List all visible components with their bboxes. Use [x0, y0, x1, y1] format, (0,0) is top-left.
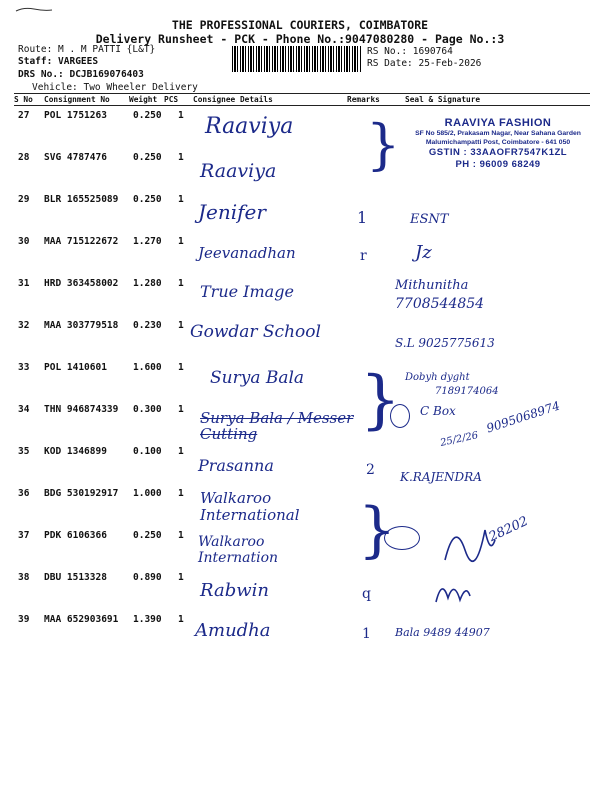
row-pcs: 1: [178, 446, 184, 457]
stamp-gstin: GSTIN : 33AAOFR7547K1ZL: [428, 147, 568, 158]
col-remarks: Remarks: [347, 95, 380, 104]
row-pcs: 1: [178, 404, 184, 415]
consignee-handwriting: Jeevanadhan: [198, 244, 296, 262]
stamp-address-2: Malumichampatti Post, Coimbatore - 641 050: [425, 139, 571, 146]
consignee-handwriting: Rabwin: [200, 580, 269, 601]
row-consignment: DBU 1513328: [44, 572, 107, 583]
company-title: THE PROFESSIONAL COURIERS, COIMBATORE: [171, 18, 429, 32]
company-stamp: [408, 117, 588, 171]
row-weight: 1.390: [133, 614, 162, 625]
row-pcs: 1: [178, 278, 184, 289]
signature: 7708544854: [395, 296, 485, 312]
divider: [14, 105, 590, 106]
vehicle: Vehicle: Two Wheeler Delivery: [32, 82, 198, 93]
row-pcs: 1: [178, 320, 184, 331]
row-pcs: 1: [178, 614, 184, 625]
courier-logo: [14, 6, 54, 14]
row-consignment: MAA 303779518: [44, 320, 119, 331]
row-weight: 1.000: [133, 488, 162, 499]
consignee-handwriting: Surya Bala / Messer Cutting: [200, 409, 354, 443]
route: Route: M . M PATTI {L&T}: [18, 44, 156, 55]
signature: Dobyh dyght: [405, 372, 470, 383]
row-sno: 35: [18, 446, 30, 457]
row-weight: 0.250: [133, 110, 162, 121]
consignee-handwriting: Amudha: [195, 620, 271, 641]
rs-date: RS Date: 25-Feb-2026: [367, 58, 482, 69]
col-weight: Weight: [129, 95, 158, 104]
row-weight: 1.270: [133, 236, 162, 247]
row-pcs: 1: [178, 152, 184, 163]
row-sno: 28: [18, 152, 30, 163]
row-sno: 34: [18, 404, 30, 415]
row-sno: 27: [18, 110, 30, 121]
row-pcs: 1: [178, 110, 184, 121]
row-weight: 0.230: [133, 320, 162, 331]
remark-tick: r: [360, 248, 367, 264]
consignee-handwriting: Prasanna: [198, 456, 274, 475]
row-consignment: MAA 652903691: [44, 614, 119, 625]
row-sno: 31: [18, 278, 30, 289]
row-pcs: 1: [178, 530, 184, 541]
stamp-phone: PH : 96009 68249: [455, 159, 541, 170]
row-consignment: POL 1410601: [44, 362, 107, 373]
row-weight: 0.250: [133, 152, 162, 163]
row-consignment: BDG 530192917: [44, 488, 119, 499]
runsheet-title: Delivery Runsheet - PCK - Phone No.:9047080280 - Page No.:3: [95, 32, 505, 46]
staff: Staff: VARGEES: [18, 56, 99, 67]
rs-number: RS No.: 1690764: [367, 46, 453, 57]
row-consignment: MAA 715122672: [44, 236, 119, 247]
row-consignment: THN 946874339: [44, 404, 119, 415]
divider: [14, 93, 590, 94]
signature-circle: [384, 526, 420, 550]
signature-scribble: [440, 510, 500, 570]
col-consignee: Consignee Details: [193, 95, 273, 104]
row-sno: 29: [18, 194, 30, 205]
row-pcs: 1: [178, 362, 184, 373]
row-pcs: 1: [178, 194, 184, 205]
row-sno: 37: [18, 530, 30, 541]
row-sno: 32: [18, 320, 30, 331]
row-sno: 39: [18, 614, 30, 625]
row-sno: 33: [18, 362, 30, 373]
drs-number: DRS No.: DCJB169076403: [18, 69, 144, 80]
col-sno: S No: [14, 95, 33, 104]
signature: K.RAJENDRA: [400, 470, 482, 484]
consignee-handwriting: Walkaroo Internation: [198, 534, 279, 566]
row-consignment: KOD 1346899: [44, 446, 107, 457]
signature: Bala 9489 44907: [395, 626, 490, 639]
row-weight: 0.100: [133, 446, 162, 457]
row-weight: 1.280: [133, 278, 162, 289]
col-seal: Seal & Signature: [405, 95, 481, 104]
row-pcs: 1: [178, 488, 184, 499]
remark-tick: 1: [362, 626, 371, 642]
row-sno: 30: [18, 236, 30, 247]
row-consignment: HRD 363458002: [44, 278, 119, 289]
signature-scribble: [432, 574, 472, 608]
signature: C Box: [420, 404, 456, 418]
consignee-handwriting: Raaviya: [200, 160, 277, 182]
row-weight: 0.890: [133, 572, 162, 583]
row-consignment: PDK 6106366: [44, 530, 107, 541]
signature: Mithunitha: [395, 278, 469, 293]
signature: 25/2/26: [439, 430, 480, 449]
consignee-handwriting: Jenifer: [198, 200, 266, 224]
row-consignment: SVG 4787476: [44, 152, 107, 163]
row-consignment: BLR 165525089: [44, 194, 119, 205]
signature-circle: [390, 404, 410, 428]
signature: 7189174064: [435, 386, 499, 397]
consignee-handwriting: True Image: [200, 282, 294, 301]
signature: S.L 9025775613: [395, 336, 495, 350]
row-weight: 0.250: [133, 194, 162, 205]
stamp-address-1: SF No 585/2, Prakasam Nagar, Near Sahana Garden: [415, 130, 581, 137]
col-pcs: PCS: [164, 95, 179, 104]
remark-tick: q: [362, 586, 371, 602]
row-sno: 38: [18, 572, 30, 583]
remark-brace: }: [358, 495, 397, 565]
barcode: [232, 46, 362, 72]
signature: Jz: [415, 242, 432, 263]
row-sno: 36: [18, 488, 30, 499]
signature: 28202: [486, 513, 531, 546]
row-consignment: POL 1751263: [44, 110, 107, 121]
consignee-handwriting: Raaviya: [205, 114, 294, 139]
signature: 9095068974: [484, 398, 562, 436]
remark-brace: }: [360, 363, 401, 437]
col-consignment: Consignment No: [44, 95, 110, 104]
row-pcs: 1: [178, 572, 184, 583]
remark-brace: }: [366, 113, 401, 176]
remark-tick: 1: [357, 208, 368, 227]
stamp-name: RAAVIYA FASHION: [444, 117, 552, 129]
remark-tick: 2: [366, 462, 375, 478]
consignee-handwriting: Gowdar School: [190, 322, 321, 342]
row-weight: 0.300: [133, 404, 162, 415]
consignee-handwriting: Walkaroo International: [200, 489, 300, 524]
row-weight: 0.250: [133, 530, 162, 541]
row-weight: 1.600: [133, 362, 162, 373]
row-pcs: 1: [178, 236, 184, 247]
consignee-handwriting: Surya Bala: [210, 368, 305, 388]
signature: ESNT: [410, 212, 449, 227]
